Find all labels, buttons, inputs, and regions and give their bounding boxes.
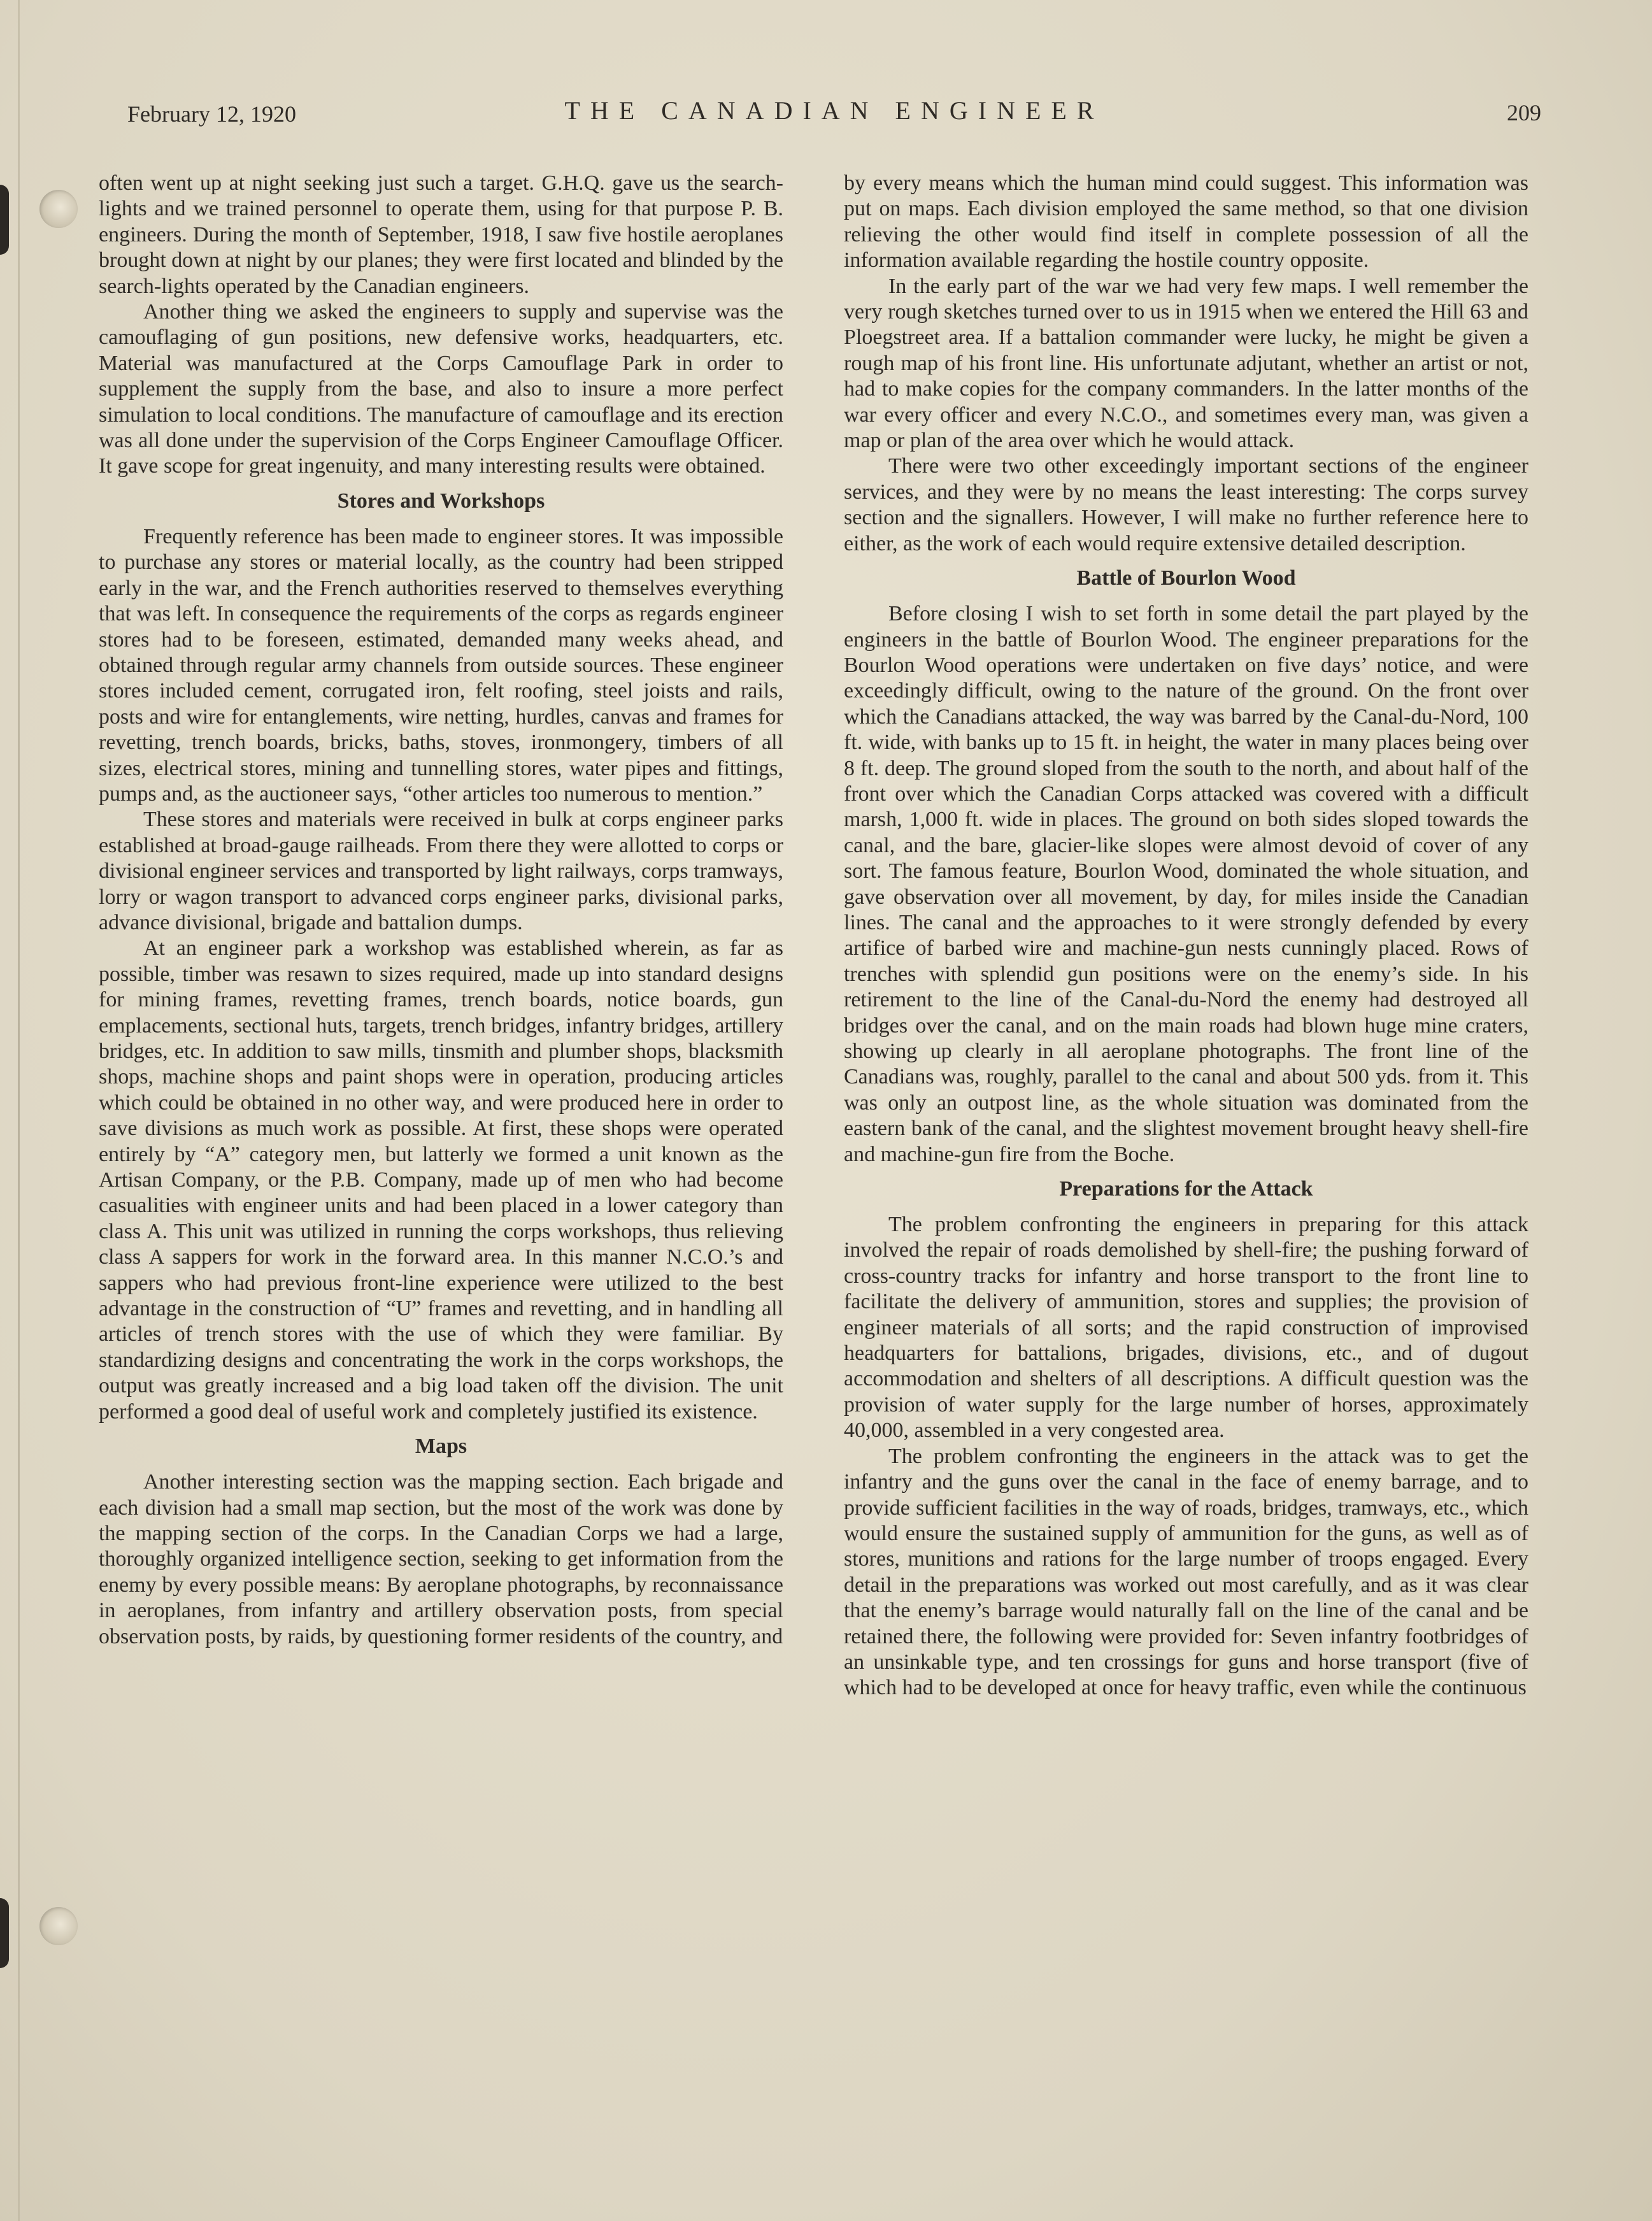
- left-column: [99, 171, 783, 1650]
- issue-date: February 12, 1920: [127, 101, 296, 127]
- paragraph: Before closing I wish to set forth in some detail the part played by the engineers in the battle of Bourlon Wood. The engineer preparations for the Bourlon Wood operations were undertaken on five days’ notice, and were exceedingly difficult, owing to the nature of the ground. On the front over which the Canadians attacked, the way was barred by the Canal-du-Nord, 100 ft. wide, with banks up to 15 ft. in height, the water in many places being over 8 ft. deep. The ground sloped from the south to the north, and about half of the front over which the Canadian Corps attacked was covered with a difficult marsh, 1,000 ft. wide in places. The ground on both sides sloped towards the canal, and the bare, glacier-like slopes were almost devoid of cover of any sort. The famous feature, Bourlon Wood, dominated the whole situation, and gave observation over all movement, by day, for miles inside the Canadian lines. The canal and the approaches to it were strongly defended by every artifice of barbed wire and machine-gun nests cunningly placed. Rows of trenches with splendid gun positions were on the enemy’s side. In his retirement to the line of the Canal-du-Nord the enemy had destroyed all bridges over the canal, and on the main roads had blown huge mine craters, showing up clearly in all aeroplane photographs. The front line of the Canadians was, roughly, parallel to the canal and about 500 yds. from it. This was only an outpost line, as the whole situation was dominated from the eastern bank of the canal, and the slightest movement brought heavy shell-fire and machine-gun fire from the Boche.: [844, 602, 1528, 1166]
- page-number: 209: [1507, 100, 1541, 125]
- punch-hole-bottom: [39, 1907, 78, 1945]
- paragraph: by every means which the human mind could suggest. This information was put on maps. Each division employed the same method, so that one division relieving the other would find itself in complete possession of all the information available regarding the hostile country opposite.: [844, 171, 1528, 273]
- paragraph: Another thing we asked the engineers to supply and supervise was the camouflaging of gun positions, new defensive works, headquarters, etc. Material was manufactured at the Corps Camouflage Park in order to supplement the supply from the base, and also to insure a more perfect simulation to local conditions. The manufacture of camouflage and its erection was all done under the supervision of the Corps Engineer Camouflage Officer. It gave scope for great ingenuity, and many interesting results were obtained.: [99, 300, 783, 478]
- paragraph: The problem confronting the engineers in the attack was to get the infantry and the guns over the canal in the face of enemy barrage, and to provide sufficient facilities in the way of roads, bridges, tramways, etc., which would ensure the sustained supply of ammunition for the guns, as well as of stores, munitions and rations for the large number of troops engaged. Every detail in the preparations was worked out most carefully, and as it was clear that the enemy’s barrage would naturally fall on the line of the canal and be retained there, the following were provided for: Seven infantry footbridges of an unsinkable type, and ten crossings for guns and horse transport (five of which had to be developed at once for heavy traffic, even while the continuous: [844, 1444, 1528, 1700]
- paragraph: The problem confronting the engineers in preparing for this attack involved the repair of roads demolished by shell-fire; the pushing forward of cross-country tracks for infantry and horse transport to the front line to facilitate the delivery of ammunition, stores and supplies; the provision of engineer materials of all sorts; and the rapid construction of improvised headquarters for battalions, brigades, divisions, etc., and of dugout accommodation and shelters of all descriptions. A difficult question was the provision of water supply for the large number of horses, approximately 40,000, assembled in a very congested area.: [844, 1213, 1528, 1443]
- right-column: [844, 171, 1528, 1701]
- binding-mark-top: [0, 185, 9, 255]
- page-gutter-line: [18, 0, 20, 2221]
- section-heading-maps: Maps: [415, 1434, 467, 1459]
- punch-hole-top: [39, 190, 78, 228]
- binding-mark-bottom: [0, 1898, 9, 1968]
- section-heading-bourlon-wood: Battle of Bourlon Wood: [1076, 566, 1296, 590]
- paragraph: In the early part of the war we had very few maps. I well remember the very rough sketches turned over to us in 1915 when we entered the Hill 63 and Ploegstreet area. If a battalion commander were lucky, he might be given a rough map of his front line. His unfortunate adjutant, whether an artist or not, had to make copies for the company commanders. In the latter months of the war every officer and every N.C.O., and sometimes every man, was given a map or plan of the area over which he would attack.: [844, 274, 1528, 453]
- journal-title: THE CANADIAN ENGINEER: [564, 96, 1104, 125]
- section-heading-stores: Stores and Workshops: [337, 489, 545, 513]
- paragraph: Frequently reference has been made to engineer stores. It was impossible to purchase any stores or material locally, as the country had been stripped early in the war, and the French authorities reserved to themselves everything that was left. In consequence the requirements of the corps as regards engineer stores had to be foreseen, estimated, demanded many weeks ahead, and obtained through regular army channels from outside sources. These engineer stores included cement, corrugated iron, felt roofing, steel joists and rails, posts and wire for entanglements, wire netting, hurdles, canvas and frames for revetting, trench boards, bricks, baths, stoves, ironmongery, timbers of all sizes, electrical stores, mining and tunnelling stores, water pipes and fittings, pumps and, as the auctioneer says, “other articles too numerous to mention.”: [99, 524, 783, 806]
- paragraph: These stores and materials were received in bulk at corps engineer parks established at broad-gauge railheads. From there they were allotted to corps or divisional engineer services and transported by light railways, corps tramways, lorry or wagon transport to advanced corps engineer parks, divisional parks, advance divisional, brigade and battalion dumps.: [99, 808, 783, 934]
- paragraph: Another interesting section was the mapping section. Each brigade and each division had a small map section, but the most of the work was done by the mapping section of the corps. In the Canadian Corps we had a large, thoroughly organized intelligence section, seeking to get information from the enemy by every possible means: By aeroplane photographs, by reconnaissance in aeroplanes, from infantry and artillery observation posts, from special observation posts, by raids, by questioning former residents of the country, and: [99, 1470, 783, 1648]
- paragraph: There were two other exceedingly important sections of the engineer services, and they were by no means the least interesting: The corps survey section and the signallers. However, I will make no further reference here to either, as the work of each would require extensive detailed description.: [844, 454, 1528, 555]
- paragraph: often went up at night seeking just such a target. G.H.Q. gave us the search-lights and we trained personnel to operate them, using for that purpose P. B. engineers. During the month of September, 1918, I saw five hostile aeroplanes brought down at night by our planes; they were first located and blinded by the search-lights operated by the Canadian engineers.: [99, 171, 783, 298]
- section-heading-preparations: Preparations for the Attack: [1059, 1177, 1313, 1201]
- paragraph: At an engineer park a workshop was established wherein, as far as possible, timber was resawn to sizes required, made up into standard designs for mining frames, revetting frames, trench boards, notice boards, gun emplacements, sectional huts, targets, trench bridges, infantry bridges, artillery bridges, etc. In addition to saw mills, tinsmith and plumber shops, blacksmith shops, machine shops and paint shops were in operation, producing articles which could be obtained in no other way, and were produced here in order to save divisions as much work as possible. At first, these shops were operated entirely by “A” category men, but latterly we formed a unit known as the Artisan Company, or the P.B. Company, made up of men who had become casualities with engineer units and had been placed in a lower category than class A. This unit was utilized in running the corps workshops, thus relieving class A sappers for work in the forward area. In this manner N.C.O.’s and sappers who had previous front-line experience were utilized to the best advantage in the construction of “U” frames and revetting, and in handling all articles of trench stores with the use of which they were familiar. By standardizing designs and concentrating the work in the corps workshops, the output was greatly increased and a big load taken off the division. The unit performed a good deal of useful work and completely justified its existence.: [99, 936, 783, 1424]
- running-header: [127, 96, 1541, 134]
